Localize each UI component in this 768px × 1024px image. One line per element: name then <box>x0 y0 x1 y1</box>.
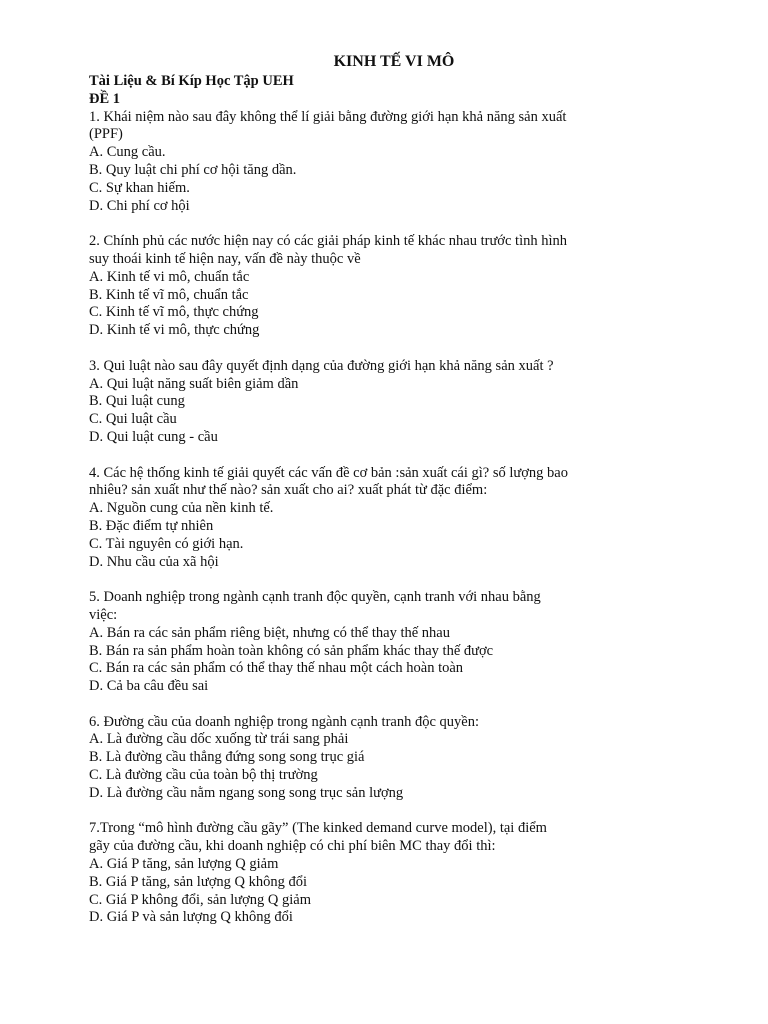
question-6 <box>89 714 689 803</box>
question-text: 4. Các hệ thống kinh tế giải quyết các vấn đề cơ bản :sản xuất cái gì? số lượng bao nhiêu? sản xuất như thế nào? sản xuất cho ai? xuất phát từ đặc điểm: <box>89 464 568 499</box>
answer-option: D. Kinh tế vi mô, thực chứng <box>89 322 260 339</box>
answer-option: C. Là đường cầu của toàn bộ thị trường <box>89 767 318 784</box>
document-page <box>89 52 689 945</box>
answer-option: B. Bán ra sản phẩm hoàn toàn không có sản phẩm khác thay thế được <box>89 642 494 659</box>
answer-option: A. Nguồn cung của nền kinh tế. <box>89 500 274 517</box>
question-text: 5. Doanh nghiệp trong ngành cạnh tranh độc quyền, cạnh tranh với nhau bằng việc: <box>89 589 541 623</box>
answer-option: B. Đặc điểm tự nhiên <box>89 517 214 534</box>
answer-option: C. Tài nguyên có giới hạn. <box>89 535 244 552</box>
answer-option: D. Qui luật cung - cầu <box>89 428 218 445</box>
question-5 <box>89 589 689 696</box>
answer-option: B. Qui luật cung <box>89 393 185 410</box>
answer-option: B. Là đường cầu thẳng đứng song song trục giá <box>89 749 365 766</box>
exam-label: ĐỀ 1 <box>89 90 121 107</box>
question-text: 7.Trong “mô hình đường cầu gãy” (The kinked demand curve model), tại điểm gãy của đường cầu, khi doanh nghiệp có chi phí biên MC thay đổi thì: <box>89 820 547 855</box>
answer-option: D. Nhu cầu của xã hội <box>89 553 219 570</box>
answer-option: A. Bán ra các sản phẩm riêng biệt, nhưng có thể thay thế nhau <box>89 624 450 641</box>
question-text: 2. Chính phủ các nước hiện nay có các giải pháp kinh tế khác nhau trước tình hình suy thoái kinh tế hiện nay, vấn đề này thuộc về <box>89 233 567 267</box>
answer-option: C. Qui luật cầu <box>89 411 177 428</box>
document-title: KINH TẾ VI MÔ <box>333 53 455 70</box>
answer-option: A. Kinh tế vi mô, chuẩn tắc <box>89 268 250 285</box>
answer-option: C. Giá P không đổi, sản lượng Q giảm <box>89 891 312 908</box>
answer-option: D. Cả ba câu đều sai <box>89 678 209 695</box>
question-1 <box>89 109 689 216</box>
answer-option: C. Kinh tế vĩ mô, thực chứng <box>89 304 259 321</box>
question-7 <box>89 820 689 927</box>
answer-option: D. Giá P và sản lượng Q không đổi <box>89 909 293 926</box>
answer-option: A. Giá P tăng, sản lượng Q giảm <box>89 856 279 873</box>
answer-option: B. Kinh tế vĩ mô, chuẩn tắc <box>89 286 249 303</box>
answer-option: D. Là đường cầu nằm ngang song song trục sản lượng <box>89 784 404 801</box>
answer-option: B. Giá P tăng, sản lượng Q không đổi <box>89 873 307 890</box>
document-subtitle: Tài Liệu & Bí Kíp Học Tập UEH <box>89 73 294 89</box>
question-2 <box>89 233 689 340</box>
answer-option: D. Chi phí cơ hội <box>89 197 190 214</box>
answer-option: A. Cung cầu. <box>89 144 166 161</box>
question-text: 6. Đường cầu của doanh nghiệp trong ngành cạnh tranh độc quyền: <box>89 713 479 730</box>
question-3 <box>89 358 689 447</box>
question-4 <box>89 465 689 572</box>
answer-option: C. Sự khan hiếm. <box>89 179 190 196</box>
answer-option: B. Quy luật chi phí cơ hội tăng dần. <box>89 161 297 178</box>
question-text: 3. Qui luật nào sau đây quyết định dạng của đường giới hạn khả năng sản xuất ? <box>89 357 554 374</box>
answer-option: A. Là đường cầu dốc xuống từ trái sang phải <box>89 731 349 748</box>
answer-option: A. Qui luật năng suất biên giảm dần <box>89 375 299 392</box>
answer-option: C. Bán ra các sản phẩm có thể thay thế nhau một cách hoàn toàn <box>89 660 464 677</box>
question-text: 1. Khái niệm nào sau đây không thể lí giải bằng đường giới hạn khả năng sản xuất (PPF) <box>89 108 567 143</box>
